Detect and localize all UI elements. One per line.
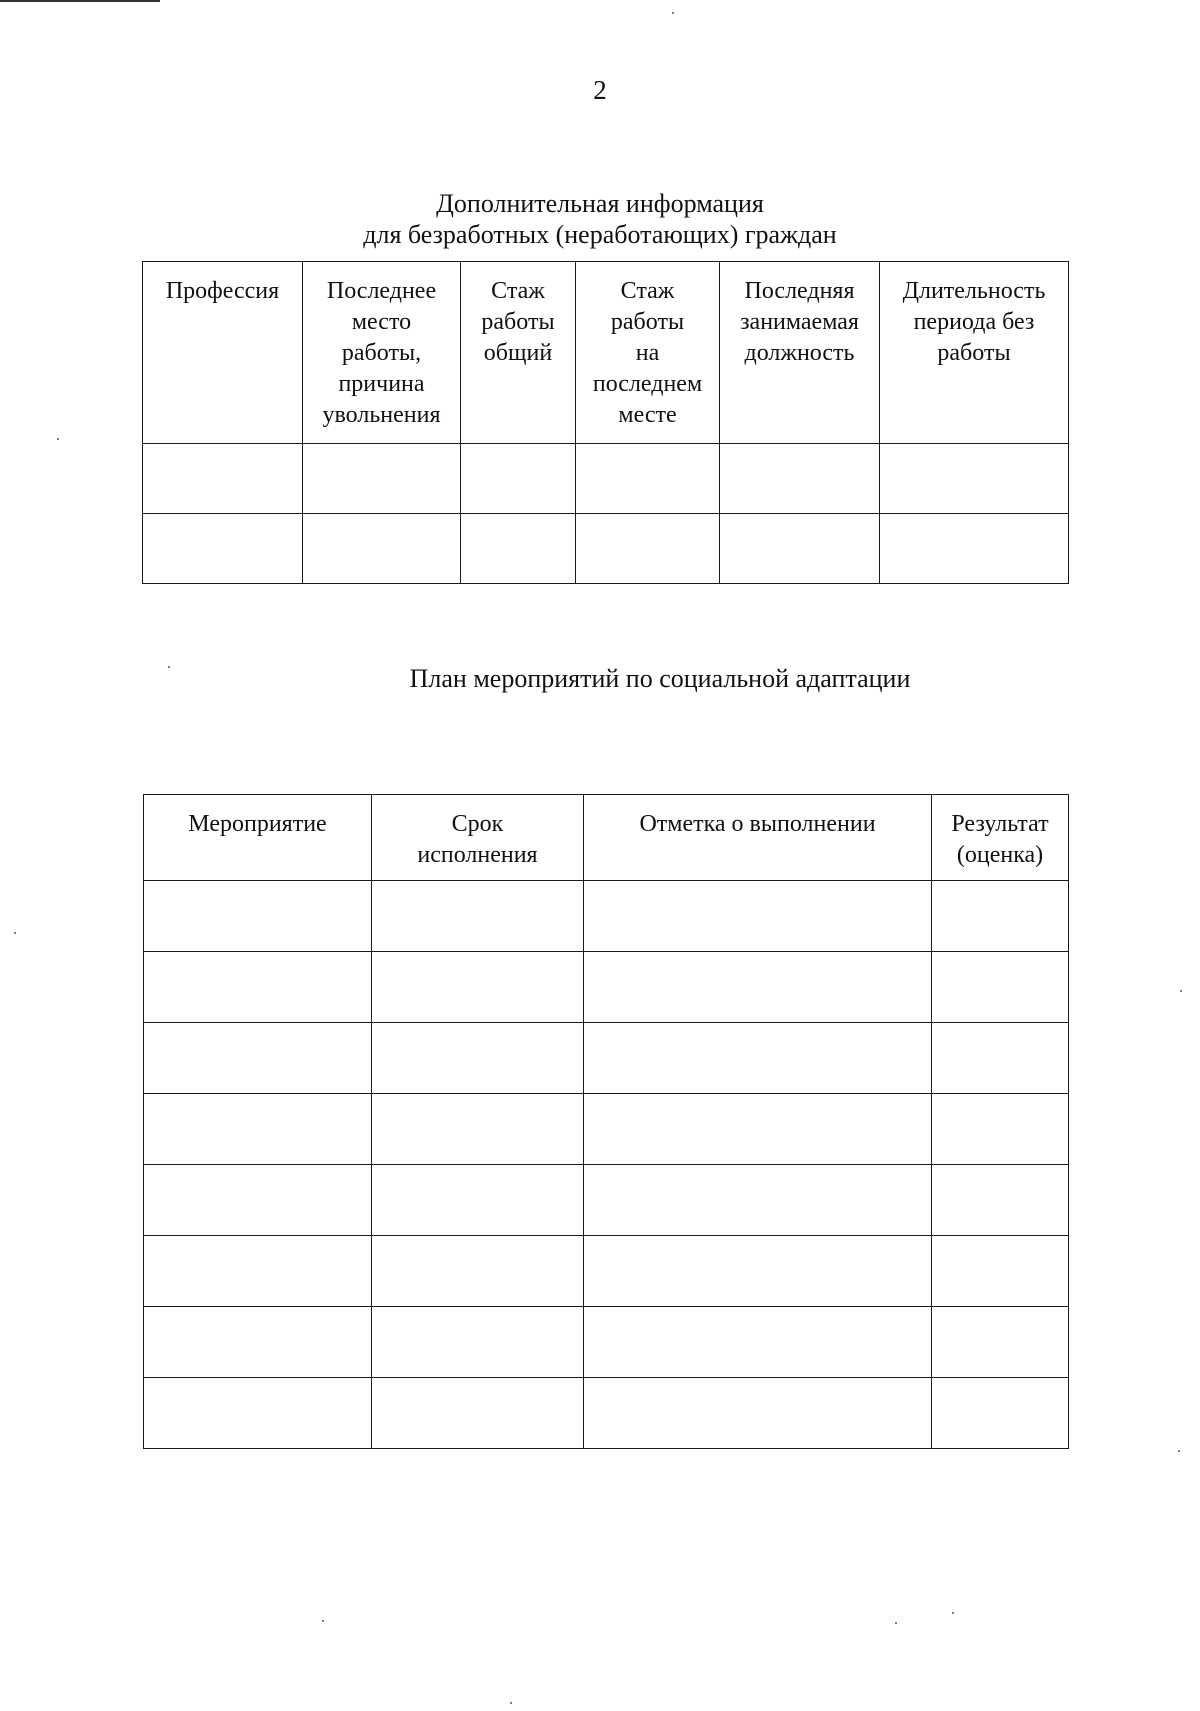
table-cell[interactable]	[584, 1236, 932, 1307]
scan-speck	[322, 1620, 324, 1622]
unemployed-info-title-line-2: для безработных (неработающих) граждан	[363, 220, 837, 249]
table-cell[interactable]	[584, 1094, 932, 1165]
plan-table-row	[144, 1165, 1069, 1236]
scan-speck	[1180, 990, 1182, 992]
plan-table-row	[144, 1023, 1069, 1094]
plan-table-row	[144, 1307, 1069, 1378]
table-cell[interactable]	[372, 1165, 584, 1236]
table-cell[interactable]	[144, 952, 372, 1023]
table-cell[interactable]	[144, 1307, 372, 1378]
table-cell[interactable]	[576, 514, 720, 584]
table-cell[interactable]	[932, 1236, 1069, 1307]
table-cell[interactable]	[932, 1307, 1069, 1378]
plan-table-row	[144, 1378, 1069, 1449]
table-cell[interactable]	[720, 444, 880, 514]
table-cell[interactable]	[584, 1307, 932, 1378]
table-cell[interactable]	[932, 952, 1069, 1023]
plan-table-row	[144, 881, 1069, 952]
table-cell[interactable]	[144, 1023, 372, 1094]
table-cell[interactable]	[143, 514, 303, 584]
column-header-total-experience: Стаж работы общий	[461, 262, 576, 444]
table-cell[interactable]	[932, 881, 1069, 952]
adaptation-plan-title: План мероприятий по социальной адаптации	[409, 664, 911, 693]
plan-table-row	[144, 952, 1069, 1023]
table-cell[interactable]	[303, 444, 461, 514]
plan-table-row	[144, 1236, 1069, 1307]
table-cell[interactable]	[143, 444, 303, 514]
unemployed-info-title-line-1: Дополнительная информация	[436, 189, 764, 218]
table-cell[interactable]	[372, 952, 584, 1023]
table-cell[interactable]	[584, 1165, 932, 1236]
table-cell[interactable]	[584, 952, 932, 1023]
scan-speck	[672, 12, 674, 14]
scan-speck	[895, 1622, 897, 1624]
scan-speck	[168, 666, 170, 668]
adaptation-plan-table	[143, 794, 1069, 1449]
table-cell[interactable]	[584, 881, 932, 952]
column-header-last-position: Последняя занимаемая должность	[720, 262, 880, 444]
column-header-activity: Мероприятие	[144, 795, 372, 881]
scan-speck	[1178, 1450, 1180, 1452]
plan-table-header-row	[144, 795, 1069, 881]
table-cell[interactable]	[372, 881, 584, 952]
unemployed-table-row	[143, 514, 1069, 584]
column-header-last-job-reason: Последнее место работы, причина увольнения	[303, 262, 461, 444]
unemployed-info-heading	[100, 188, 1100, 250]
scan-speck	[952, 1612, 954, 1614]
unemployed-info-table	[142, 261, 1069, 584]
table-cell[interactable]	[144, 1094, 372, 1165]
table-cell[interactable]	[144, 1236, 372, 1307]
scan-speck	[57, 438, 59, 440]
table-cell[interactable]	[461, 444, 576, 514]
scan-speck	[14, 932, 16, 934]
table-cell[interactable]	[932, 1165, 1069, 1236]
table-cell[interactable]	[932, 1094, 1069, 1165]
column-header-last-place-experience: Стаж работы на последнем месте	[576, 262, 720, 444]
table-cell[interactable]	[372, 1094, 584, 1165]
table-cell[interactable]	[144, 1378, 372, 1449]
scan-speck	[510, 1702, 512, 1704]
table-cell[interactable]	[932, 1023, 1069, 1094]
table-cell[interactable]	[880, 444, 1069, 514]
table-cell[interactable]	[144, 881, 372, 952]
table-cell[interactable]	[720, 514, 880, 584]
table-cell[interactable]	[880, 514, 1069, 584]
column-header-completion-mark: Отметка о выполнении	[584, 795, 932, 881]
column-header-deadline: Срок исполнения	[372, 795, 584, 881]
table-cell[interactable]	[372, 1023, 584, 1094]
unemployed-table-header-row	[143, 262, 1069, 444]
column-header-unemployment-duration: Длительность периода без работы	[880, 262, 1069, 444]
table-cell[interactable]	[932, 1378, 1069, 1449]
table-cell[interactable]	[584, 1023, 932, 1094]
table-cell[interactable]	[372, 1307, 584, 1378]
scan-edge-mark	[0, 0, 160, 2]
table-cell[interactable]	[576, 444, 720, 514]
table-cell[interactable]	[461, 514, 576, 584]
table-cell[interactable]	[372, 1236, 584, 1307]
plan-table-row	[144, 1094, 1069, 1165]
column-header-result: Результат (оценка)	[932, 795, 1069, 881]
table-cell[interactable]	[303, 514, 461, 584]
page-number: 2	[593, 75, 607, 105]
table-cell[interactable]	[144, 1165, 372, 1236]
column-header-profession: Профессия	[143, 262, 303, 444]
table-cell[interactable]	[584, 1378, 932, 1449]
unemployed-table-row	[143, 444, 1069, 514]
table-cell[interactable]	[372, 1378, 584, 1449]
